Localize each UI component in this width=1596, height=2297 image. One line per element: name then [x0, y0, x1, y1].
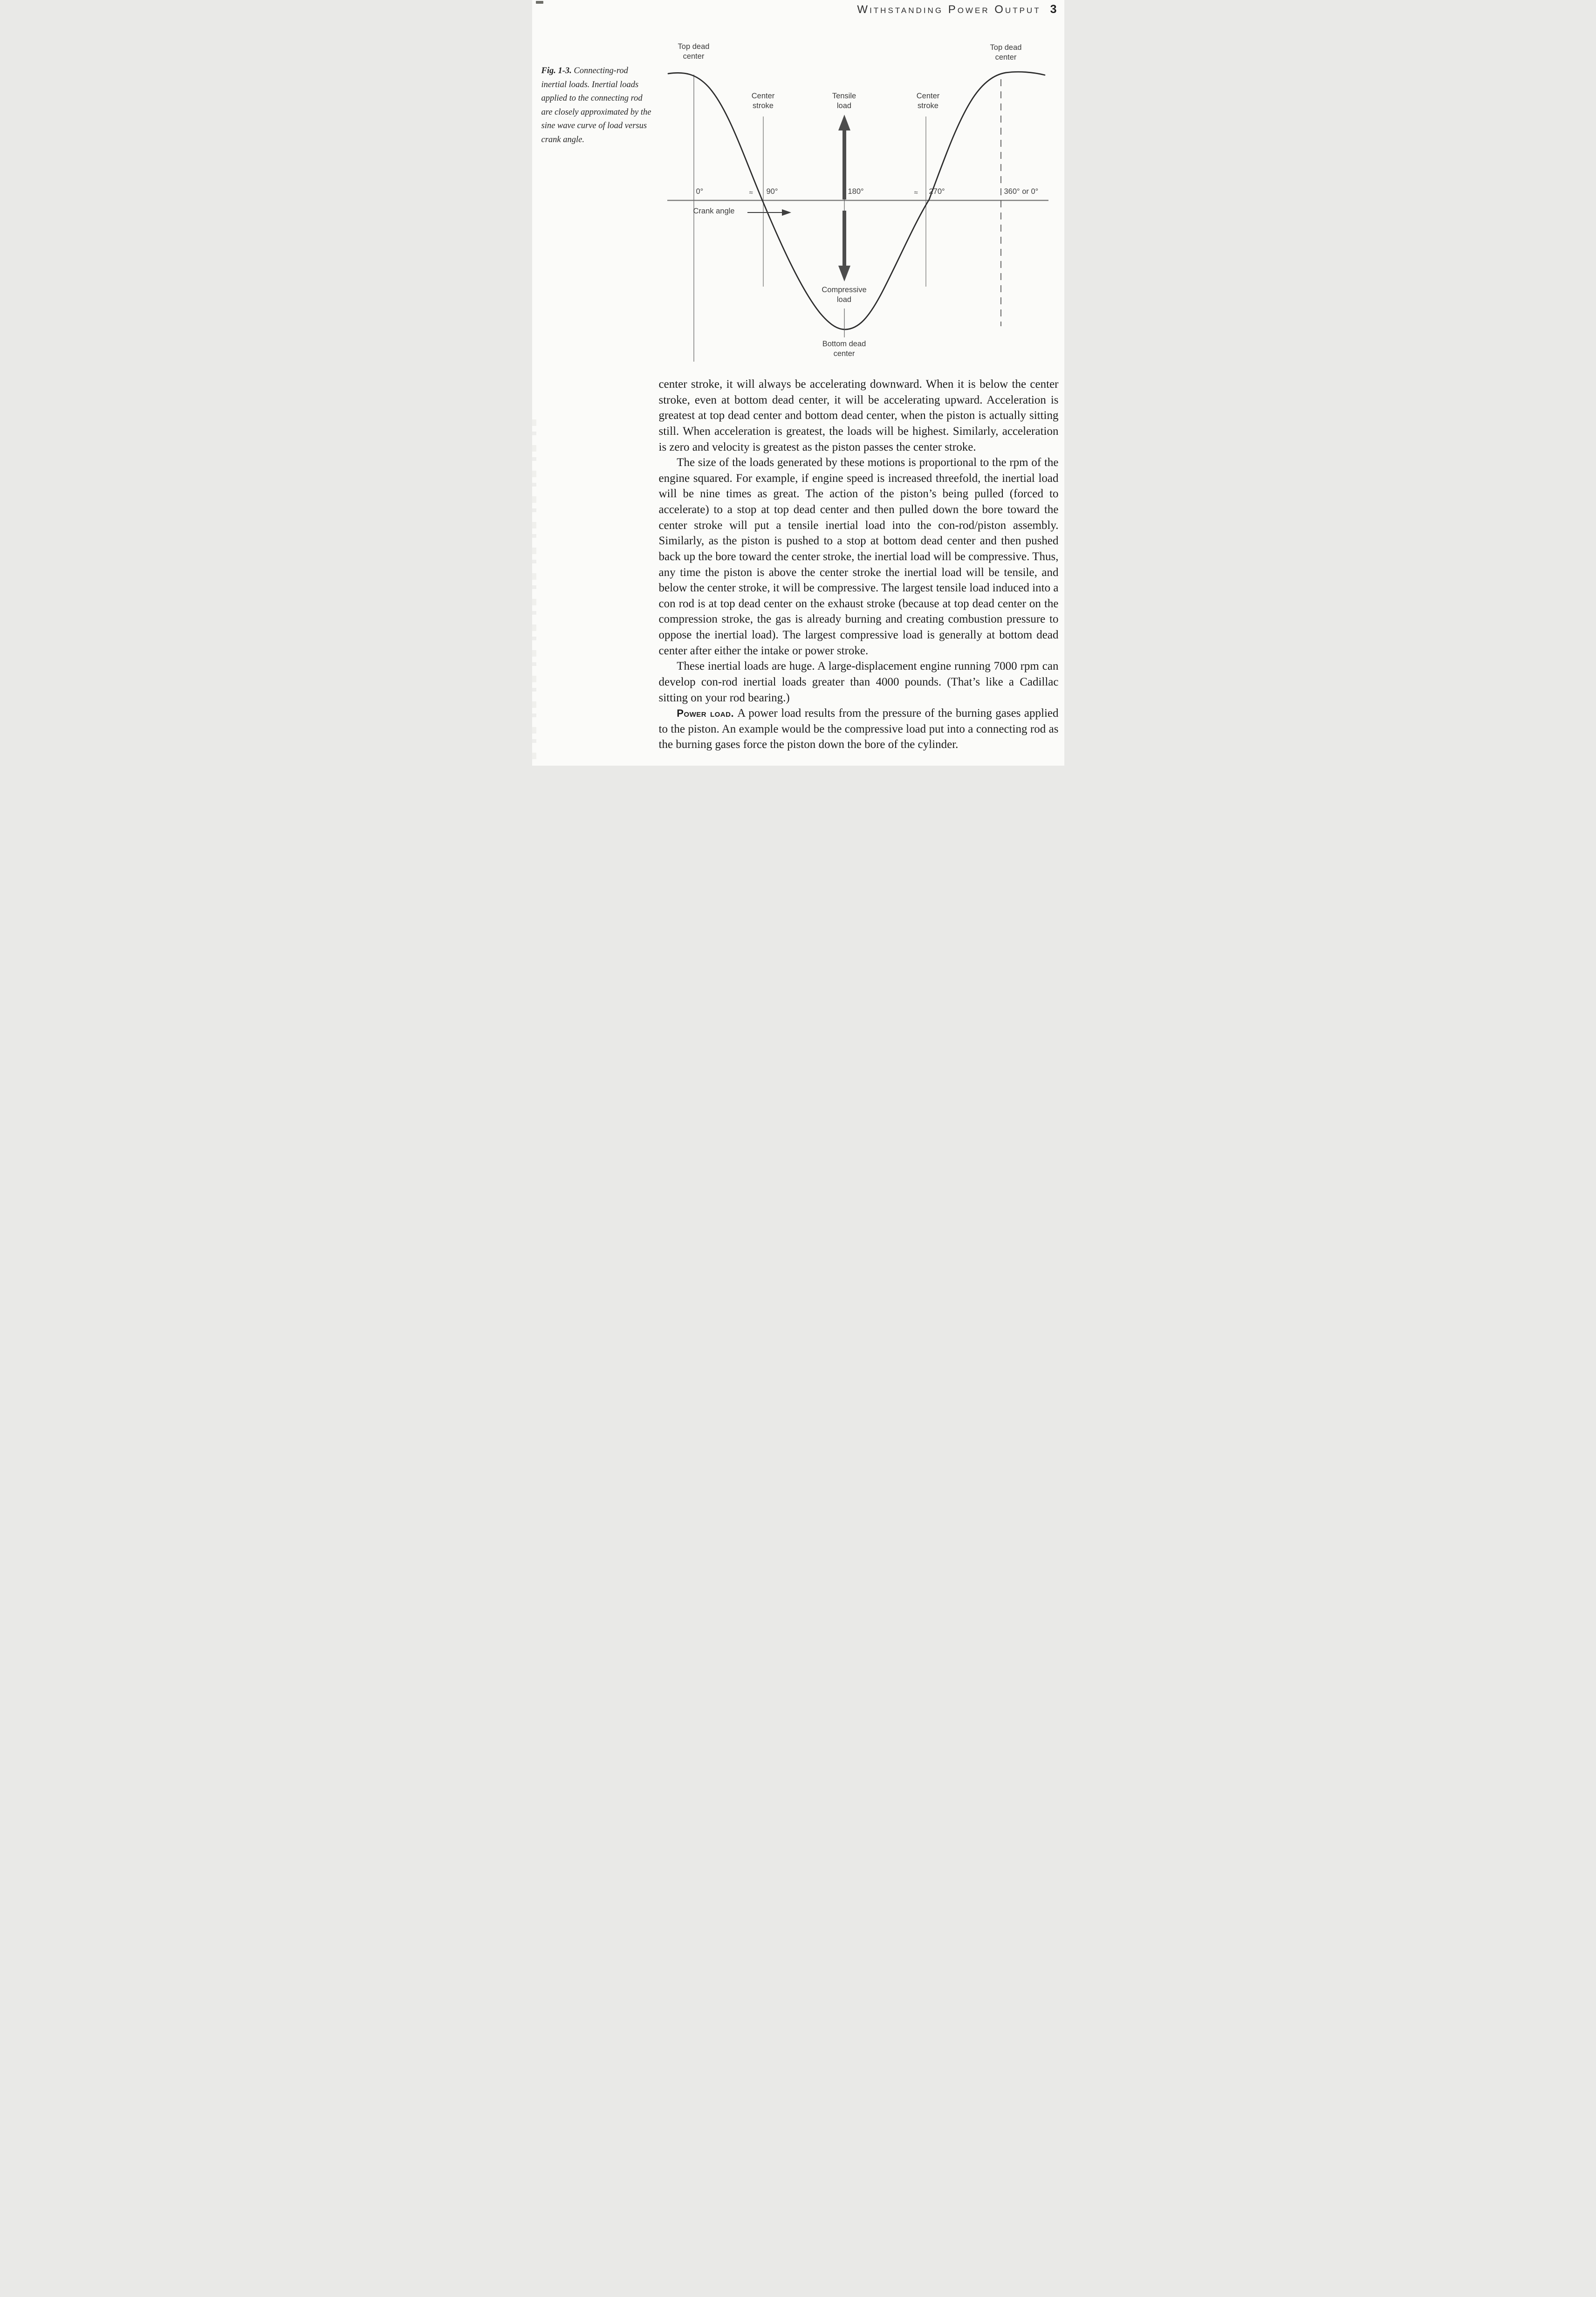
paragraph-3: These inertial loads are huge. A large-displacement engine running 7000 rpm can develop con-rod inertial loads greater than 4000 pounds. (That’s like a Cadillac sitting on your rod bearing.) [658, 660, 1059, 704]
paragraph-4-text: A power load results from the pressure of the burning gases applied to the piston. An example would be the compressive load put into a connecting rod as the burning gases force the piston down the bore of the cylinder. [658, 707, 1059, 751]
tick-360deg: 360° or 0° [1004, 187, 1039, 196]
page-number: 3 [1050, 3, 1057, 16]
tick-approx-right: ≈ [914, 189, 918, 197]
scan-corner-mark [536, 1, 543, 4]
label-center-stroke-left: Center stroke [751, 92, 775, 110]
figure-caption-label: Fig. 1-3. [541, 66, 572, 75]
tick-0deg: 0° [696, 187, 704, 196]
label-tensile-load: Tensile load [832, 92, 856, 110]
label-compressive-load: Compressive load [822, 286, 867, 304]
label-top-dead-center-left: Top dead center [678, 42, 710, 61]
paragraph-2: The size of the loads generated by these motions is proportional to the rpm of the engine squared. For example, if engine speed is increased threefold, the inertial load will be nine times as great. The action of the piston’s being pulled (forced to accelerate) to a stop at top dead center and then pulled down the bore toward the center stroke will put a tensile inertial load into the con-rod/piston assembly. Similarly, as the piston is pushed to a stop at bottom dead center and then pushed back up the bore toward the center stroke, the inertial load will be compressive. Thus, any time the piston is above the center stroke the inertial load will be tensile, and below the center stroke, it will be compressive. The largest tensile load induced into a con rod is at top dead center on the exhaust stroke (because at top dead center on the compression stroke, the gas is already burning and creating combustion pressure to oppose the inertial load). The largest compressive load is generally at bottom dead center after either the intake or power stroke. [658, 456, 1059, 657]
power-load-lead: Power load. [677, 707, 734, 720]
crank-angle-arrow-head [782, 209, 791, 216]
label-bottom-dead-center: Bottom dead center [822, 340, 866, 358]
label-top-dead-center-right: Top dead center [990, 43, 1022, 62]
body-text-column [659, 377, 1059, 753]
chapter-title: Withstanding Power Output [857, 3, 1041, 16]
paragraph-1: center stroke, it will always be accelerating downward. When it is below the center stroke, even at bottom dead center, it will be accelerating upward. Acceleration is greatest at top dead center and bottom dead center, when the piston is actually sitting still. When acceleration is greatest, the loads will be highest. Similarly, acceleration is zero and velocity is greatest as the piston passes the center stroke. [658, 378, 1059, 453]
tensile-arrow-head [838, 115, 850, 130]
tick-approx-left: ≈ [749, 189, 753, 197]
running-header [857, 3, 1056, 16]
compressive-arrow-head [838, 266, 850, 281]
label-crank-angle: Crank angle [693, 207, 735, 215]
tick-180deg: 180° [848, 187, 864, 196]
book-page [532, 0, 1064, 766]
figure-caption-text: Connecting-rod inertial loads. Inertial loads applied to the connecting rod are closely approximated by the sine wave curve of load versus crank angle. [541, 66, 651, 144]
label-center-stroke-right: Center stroke [916, 92, 940, 110]
paragraph-4 [659, 706, 1059, 753]
tick-90deg: 90° [766, 187, 778, 196]
tick-270deg: 270° [929, 187, 945, 196]
figure-caption [541, 64, 653, 147]
scan-edge-noise [532, 419, 536, 764]
